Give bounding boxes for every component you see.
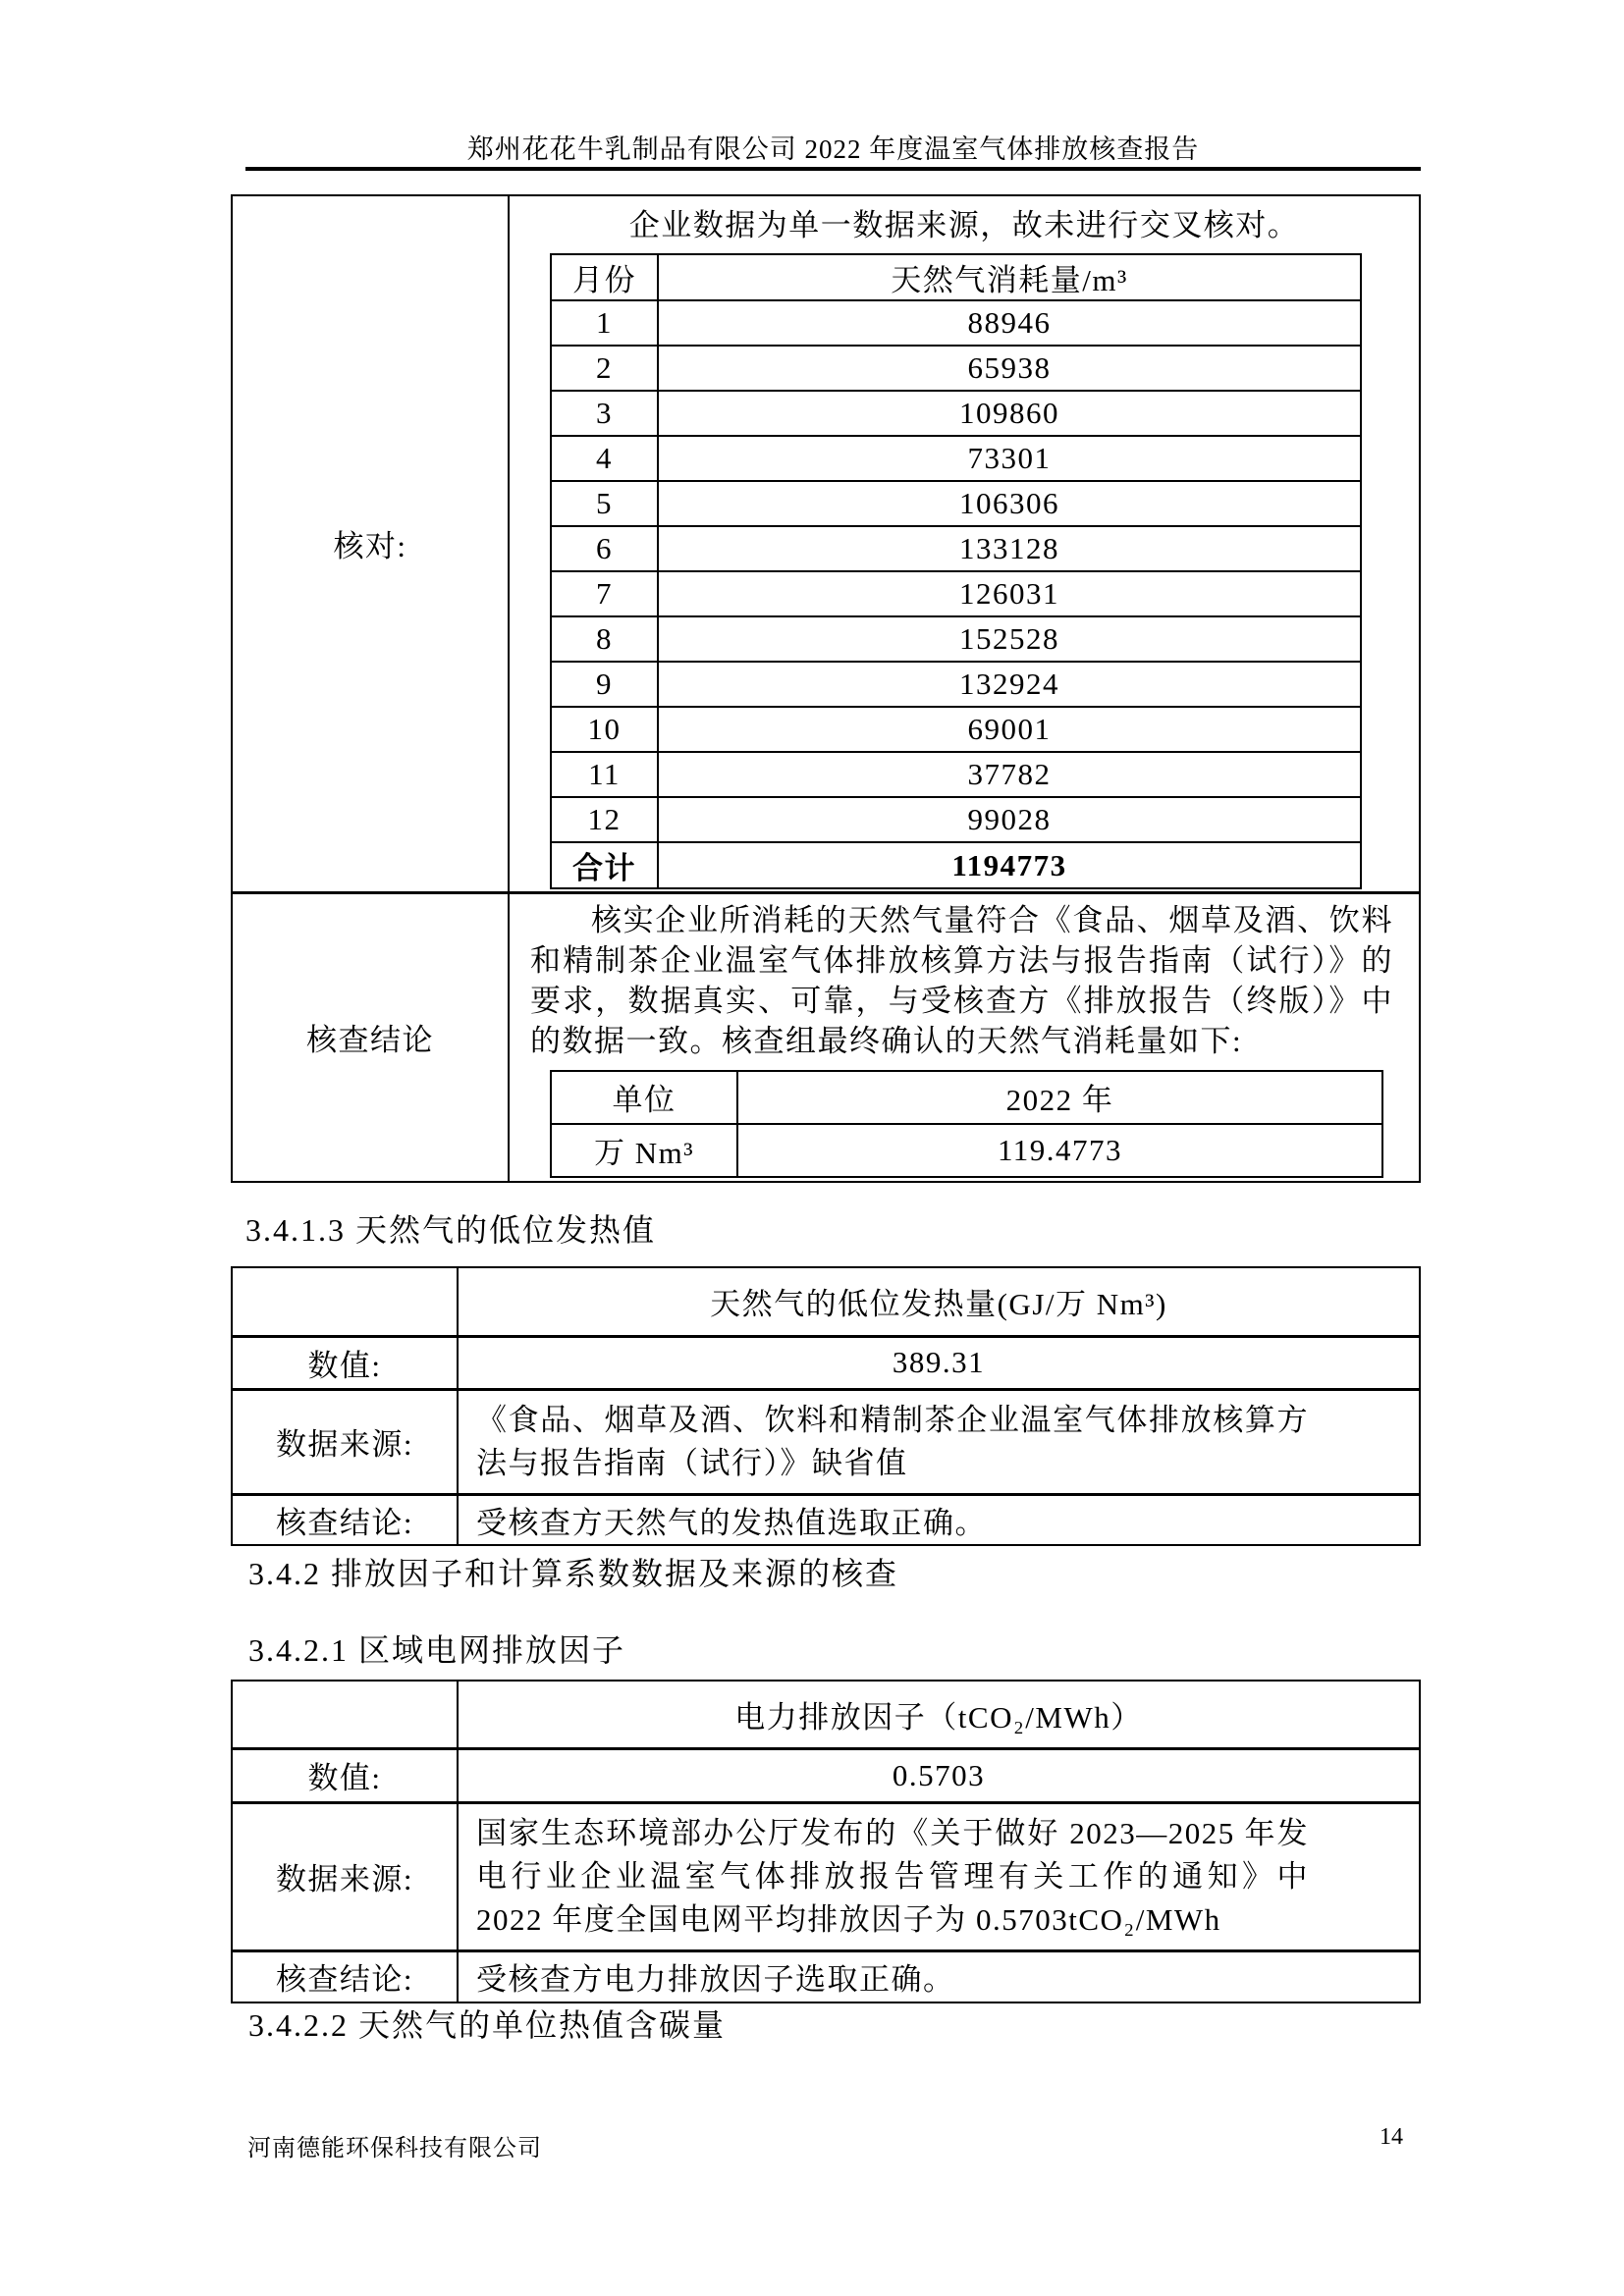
monthly-table-header-row <box>551 254 1361 300</box>
factor-column-header: 电力排放因子（tCO₂/MWh） <box>458 1681 1420 1748</box>
factor-source-text: 国家生态环境部办公厅发布的《关于做好 2023—2025 年发电行业企业温室气体排放报告管理有关工作的通知》中 2022 年度全国电网平均排放因子为 0.5703tCO₂/MWh <box>458 1802 1420 1950</box>
calorific-conclusion-row <box>232 1494 1420 1545</box>
consumption-column-header: 天然气消耗量/m³ <box>658 254 1361 300</box>
month-consumption-value: 69001 <box>658 707 1361 752</box>
monthly-row <box>551 436 1361 481</box>
calorific-empty-corner-cell <box>232 1267 458 1336</box>
monthly-row <box>551 300 1361 346</box>
calorific-value: 389.31 <box>458 1336 1420 1389</box>
year-header: 2022 年 <box>737 1071 1382 1124</box>
month-number: 5 <box>551 481 658 526</box>
monthly-row <box>551 391 1361 436</box>
month-consumption-value: 133128 <box>658 526 1361 571</box>
section-heading-342: 3.4.2 排放因子和计算系数数据及来源的核查 <box>248 1556 899 1591</box>
factor-conclusion-text: 受核查方电力排放因子选取正确。 <box>458 1950 1420 2002</box>
monthly-consumption-table <box>550 253 1362 889</box>
factor-value-row <box>232 1748 1420 1802</box>
conclusion-content-cell <box>509 892 1420 1182</box>
monthly-row <box>551 616 1361 662</box>
monthly-row <box>551 707 1361 752</box>
month-number: 10 <box>551 707 658 752</box>
month-number: 12 <box>551 797 658 842</box>
month-consumption-value: 73301 <box>658 436 1361 481</box>
verification-table <box>231 194 1421 1183</box>
header-rule-line <box>245 167 1421 171</box>
monthly-row <box>551 526 1361 571</box>
month-consumption-value: 65938 <box>658 346 1361 391</box>
month-consumption-value: 99028 <box>658 797 1361 842</box>
year-value: 119.4773 <box>737 1124 1382 1177</box>
month-number: 9 <box>551 662 658 707</box>
unit-value: 万 Nm³ <box>551 1124 737 1177</box>
footer-company-name: 河南德能环保科技有限公司 <box>247 2136 542 2162</box>
page-number: 14 <box>1380 2124 1403 2150</box>
unit-header: 单位 <box>551 1071 737 1124</box>
monthly-total-row <box>551 842 1361 888</box>
month-consumption-value: 88946 <box>658 300 1361 346</box>
single-source-note: 企业数据为单一数据来源，故未进行交叉核对。 <box>628 208 1300 242</box>
value-label: 数值: <box>232 1336 458 1389</box>
source-label: 数据来源: <box>232 1389 458 1494</box>
month-consumption-value: 106306 <box>658 481 1361 526</box>
monthly-row <box>551 571 1361 616</box>
month-consumption-value: 109860 <box>658 391 1361 436</box>
month-number: 3 <box>551 391 658 436</box>
annual-total-table <box>550 1070 1383 1178</box>
conclusion-paragraph: 核实企业所消耗的天然气量符合《食品、烟草及酒、饮料和精制茶企业温室气体排放核算方法与报告指南（试行）》的要求，数据真实、可靠，与受核查方《排放报告（终版）》中的数据一致。核查组最终确认的天然气消耗量如下: <box>530 902 1393 1058</box>
month-number: 11 <box>551 752 658 797</box>
month-consumption-value: 152528 <box>658 616 1361 662</box>
total-value: 1194773 <box>658 842 1361 888</box>
factor-empty-corner-cell <box>232 1681 458 1748</box>
source-label: 数据来源: <box>232 1802 458 1950</box>
month-consumption-value: 37782 <box>658 752 1361 797</box>
factor-conclusion-row <box>232 1950 1420 2002</box>
month-consumption-value: 132924 <box>658 662 1361 707</box>
grid-emission-factor-table <box>231 1680 1421 2003</box>
total-label: 合计 <box>551 842 658 888</box>
calorific-header-row <box>232 1267 1420 1336</box>
calorific-value-table <box>231 1266 1421 1546</box>
check-content-cell <box>509 195 1420 892</box>
factor-source-row <box>232 1802 1420 1950</box>
calorific-value-row <box>232 1336 1420 1389</box>
month-number: 8 <box>551 616 658 662</box>
conclusion-label: 核查结论: <box>232 1494 458 1545</box>
conclusion-label: 核查结论: <box>232 1950 458 2002</box>
value-label: 数值: <box>232 1748 458 1802</box>
section-heading-3421: 3.4.2.1 区域电网排放因子 <box>248 1632 626 1668</box>
unit-value-row <box>551 1124 1382 1177</box>
section-heading-3413: 3.4.1.3 天然气的低位发热值 <box>245 1212 657 1248</box>
month-column-header: 月份 <box>551 254 658 300</box>
month-number: 2 <box>551 346 658 391</box>
monthly-row <box>551 662 1361 707</box>
check-label-cell: 核对: <box>232 195 509 892</box>
monthly-row <box>551 752 1361 797</box>
document-header-title: 郑州花花牛乳制品有限公司 2022 年度温室气体排放核查报告 <box>466 134 1200 164</box>
monthly-row <box>551 481 1361 526</box>
factor-header-row <box>232 1681 1420 1748</box>
unit-header-row <box>551 1071 1382 1124</box>
calorific-column-header: 天然气的低位发热量(GJ/万 Nm³) <box>458 1267 1420 1336</box>
month-number: 6 <box>551 526 658 571</box>
monthly-row <box>551 346 1361 391</box>
factor-value: 0.5703 <box>458 1748 1420 1802</box>
monthly-row <box>551 797 1361 842</box>
conclusion-row <box>232 892 1420 1182</box>
calorific-source-text: 《食品、烟草及酒、饮料和精制茶企业温室气体排放核算方法与报告指南（试行）》缺省值 <box>458 1389 1420 1494</box>
calorific-conclusion-text: 受核查方天然气的发热值选取正确。 <box>458 1494 1420 1545</box>
month-consumption-value: 126031 <box>658 571 1361 616</box>
month-number: 4 <box>551 436 658 481</box>
conclusion-label-cell: 核查结论 <box>232 892 509 1182</box>
month-number: 1 <box>551 300 658 346</box>
month-number: 7 <box>551 571 658 616</box>
calorific-source-row <box>232 1389 1420 1494</box>
section-heading-3422: 3.4.2.2 天然气的单位热值含碳量 <box>248 2007 727 2043</box>
check-row <box>232 195 1420 892</box>
